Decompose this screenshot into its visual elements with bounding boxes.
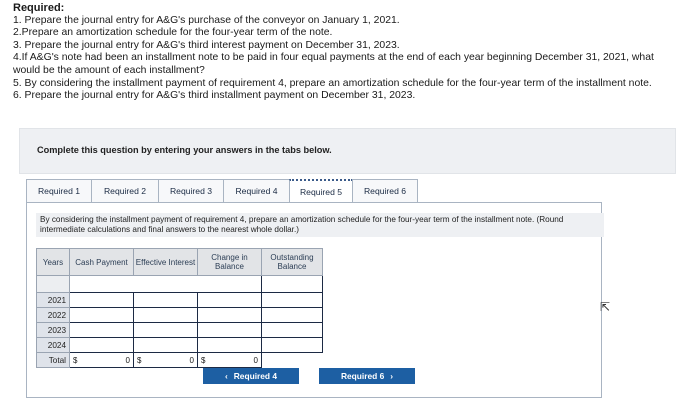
- prev-tab-label: Required 4: [233, 371, 278, 381]
- change-in-balance-input[interactable]: [198, 293, 262, 308]
- mouse-cursor-icon: ⇱: [600, 300, 611, 314]
- effective-interest-input[interactable]: [134, 308, 198, 323]
- total-change-in-balance: [198, 353, 262, 368]
- tab-required-1[interactable]: Required 1: [26, 179, 92, 203]
- outstanding-balance-input[interactable]: [262, 308, 323, 323]
- cash-payment-input[interactable]: [70, 338, 134, 353]
- change-in-balance-input[interactable]: [198, 308, 262, 323]
- year-label: 2023: [37, 323, 70, 338]
- year-label: 2024: [37, 338, 70, 353]
- prev-tab-button[interactable]: [203, 368, 299, 384]
- cash-payment-input[interactable]: [70, 308, 134, 323]
- effective-interest-input[interactable]: [134, 323, 198, 338]
- header-effective-interest: Effective Interest: [134, 249, 198, 276]
- cash-payment-input[interactable]: [70, 323, 134, 338]
- cash-payment-input[interactable]: [70, 293, 134, 308]
- schedule-instructions: By considering the installment payment of requirement 4, prepare an amortization schedule for the four-year term of the installment note. (Round intermediate calculations and final answers to the nearest whole dollar.): [36, 213, 604, 237]
- initial-balance-input[interactable]: [262, 276, 323, 293]
- total-effective-interest: [134, 353, 198, 368]
- requirements-heading: Required:: [13, 2, 65, 14]
- tab-required-3[interactable]: Required 3: [158, 179, 224, 203]
- header-outstanding-balance: Outstanding Balance: [262, 249, 323, 276]
- currency-symbol: $: [201, 355, 206, 365]
- table-row-total: [37, 353, 323, 368]
- requirement-5: 5. By considering the installment payment of requirement 4, prepare an amortization schedule for the four-year term of the installment note.: [13, 77, 652, 89]
- next-tab-label: Required 6: [340, 371, 385, 381]
- header-cash-payment: Cash Payment: [70, 249, 134, 276]
- requirement-2: 2.Prepare an amortization schedule for the four-year term of the note.: [13, 27, 333, 39]
- requirement-1: 1. Prepare the journal entry for A&G's purchase of the conveyor on January 1, 2021.: [13, 14, 400, 26]
- outstanding-balance-input[interactable]: [262, 293, 323, 308]
- tab-required-6[interactable]: Required 6: [352, 179, 418, 203]
- chevron-left-icon: ‹: [224, 371, 228, 381]
- tab-bar: [26, 179, 417, 203]
- tab-required-4[interactable]: Required 4: [223, 179, 290, 203]
- currency-symbol: $: [73, 355, 78, 365]
- change-in-balance-input[interactable]: [198, 338, 262, 353]
- year-label: 2022: [37, 308, 70, 323]
- requirement-4: 4.If A&G's note had been an installment note to be paid in four equal payments at the end of each year beginning December 31, 2021, what would be the amount of each installment?: [13, 52, 654, 76]
- table-row-initial: [37, 276, 323, 293]
- total-value: 0: [253, 355, 258, 365]
- total-value: 0: [125, 355, 130, 365]
- header-change-in-balance: Change in Balance: [198, 249, 262, 276]
- total-label: Total: [37, 353, 70, 368]
- table-row: [37, 293, 323, 308]
- tab-required-5[interactable]: Required 5: [289, 179, 353, 203]
- table-row: [37, 308, 323, 323]
- effective-interest-input[interactable]: [134, 293, 198, 308]
- total-cash-payment: [70, 353, 134, 368]
- table-row: [37, 338, 323, 353]
- instruction-panel: [19, 128, 676, 174]
- panel-text: Complete this question by entering your answers in the tabs below.: [37, 145, 332, 155]
- outstanding-balance-input[interactable]: [262, 323, 323, 338]
- next-tab-button[interactable]: [319, 368, 415, 384]
- tab-required-2[interactable]: Required 2: [91, 179, 159, 203]
- amortization-table: [36, 248, 323, 368]
- requirement-3: 3. Prepare the journal entry for A&G's third interest payment on December 31, 2023.: [13, 39, 400, 51]
- currency-symbol: $: [137, 355, 142, 365]
- total-value: 0: [189, 355, 194, 365]
- change-in-balance-input[interactable]: [198, 323, 262, 338]
- requirement-6: 6. Prepare the journal entry for A&G's third installment payment on December 31, 2023.: [13, 90, 416, 102]
- chevron-right-icon: ›: [390, 371, 394, 381]
- year-label: 2021: [37, 293, 70, 308]
- table-row: [37, 323, 323, 338]
- outstanding-balance-input[interactable]: [262, 338, 323, 353]
- effective-interest-input[interactable]: [134, 338, 198, 353]
- header-years: Years: [37, 249, 70, 276]
- requirements-block: [13, 2, 693, 103]
